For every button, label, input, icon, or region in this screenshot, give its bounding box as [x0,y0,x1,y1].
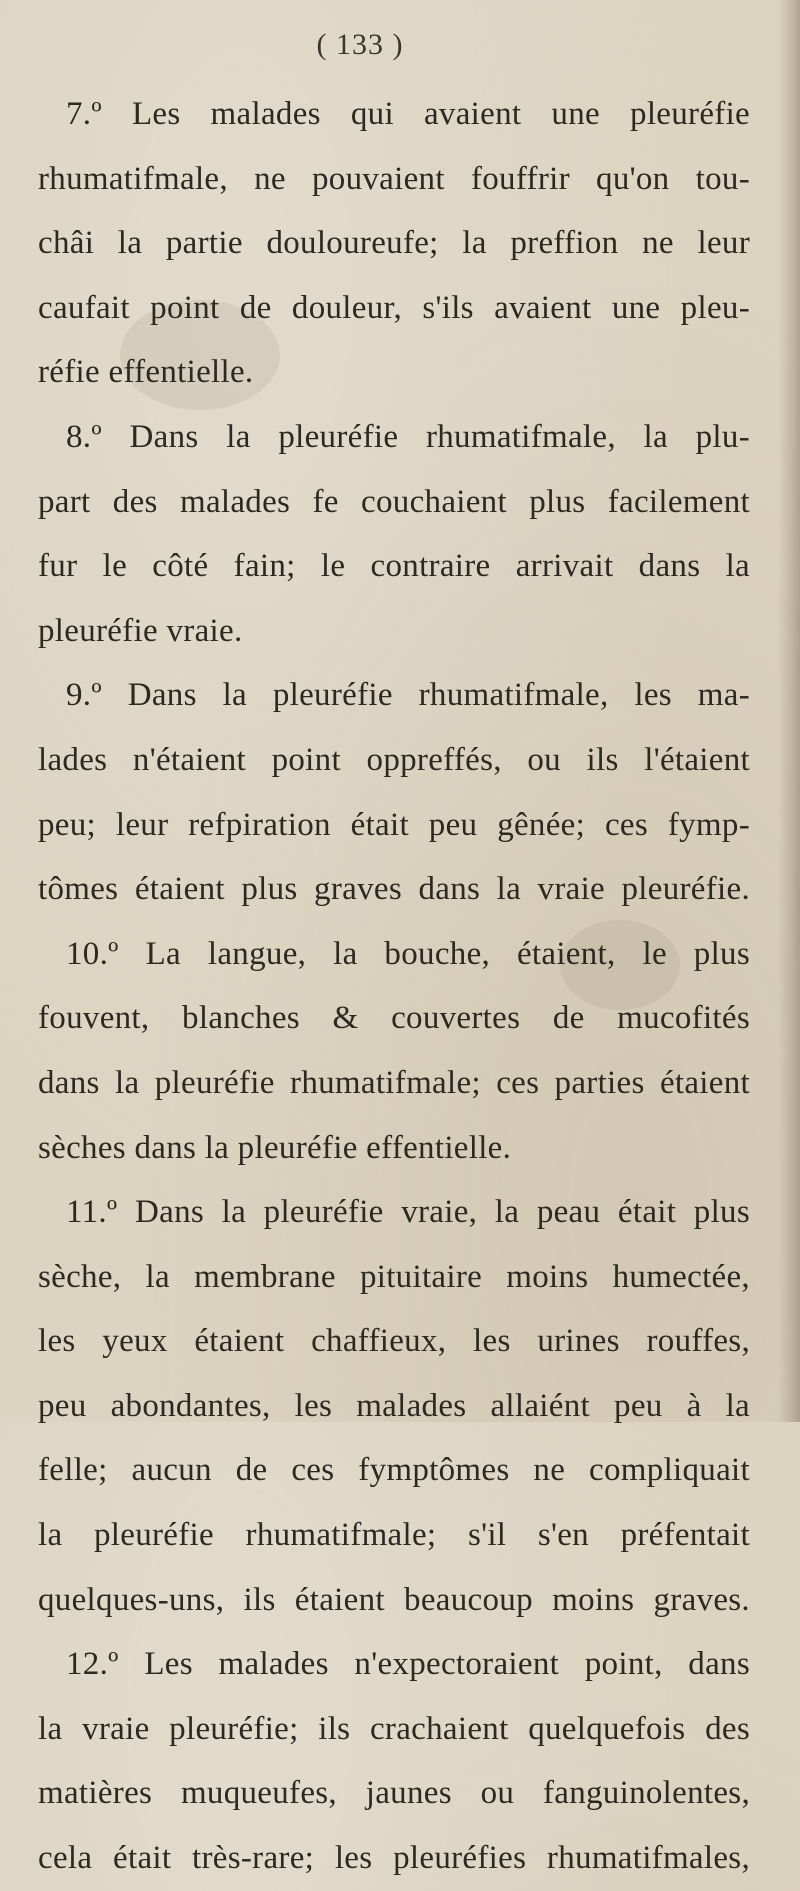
text-line: peu; leur refpiration était peu gênée; ces fymp- [38,806,750,843]
text-line: les yeux étaient chaffieux, les urines rouffes, [38,1323,750,1360]
text-line: réfie effentielle. [38,354,254,391]
text-line: fouvent, blanches & couvertes de mucofités [38,1000,750,1037]
page-number: ( 133 ) [316,28,404,61]
text-line: la vraie pleuréfie; ils crachaient quelquefois des [38,1710,750,1747]
text-line: peu abondantes, les malades allaiént peu à la [38,1387,750,1424]
text-line: caufait point de douleur, s'ils avaient une pleu- [38,289,750,326]
text-line: 9.º Dans la pleuréfie rhumatifmale, les ma- [66,677,750,714]
text-line: quelques-uns, ils étaient beaucoup moins graves. [38,1581,750,1618]
text-line: dans la pleuréfie rhumatifmale; ces parties étaient [38,1064,750,1101]
text-line: 7.º Les malades qui avaient une pleuréfie [66,96,750,132]
text-line: cela était très-rare; les pleuréfies rhumatifmales, [38,1840,750,1877]
text-line: pleuréfie vraie. [38,612,243,649]
text-line: matières muqueufes, jaunes ou fanguinolentes, [38,1775,750,1812]
text-line: 12.º Les malades n'expectoraient point, dans [66,1646,750,1683]
text-line: sèche, la membrane pituitaire moins humectée, [38,1258,750,1295]
text-line: felle; aucun de ces fymptômes ne compliquait [38,1452,750,1489]
text-line: lades n'étaient point oppreffés, ou ils l'étaient [38,741,750,778]
text-line: rhumatifmale, ne pouvaient fouffrir qu'on tou- [38,160,750,197]
text-line: châi la partie douloureufe; la preffion ne leur [38,225,750,262]
text-line: sèches dans la pleuréfie effentielle. [38,1129,512,1166]
text-line: tômes étaient plus graves dans la vraie pleuréfie. [38,871,750,908]
text-line: 10.º La langue, la bouche, étaient, le plus [66,935,750,972]
text-line: 8.º Dans la pleuréfie rhumatifmale, la plu- [66,418,750,455]
text-line: 11.º Dans la pleuréfie vraie, la peau était plus [66,1194,750,1231]
text-line: la pleuréfie rhumatifmale; s'il s'en préfentait [38,1517,750,1554]
text-line: fur le côté fain; le contraire arrivait dans la [38,548,750,585]
page-edge-shadow [778,0,800,1422]
text-line: part des malades fe couchaient plus facilement [38,483,750,520]
page-text [38,82,750,1891]
